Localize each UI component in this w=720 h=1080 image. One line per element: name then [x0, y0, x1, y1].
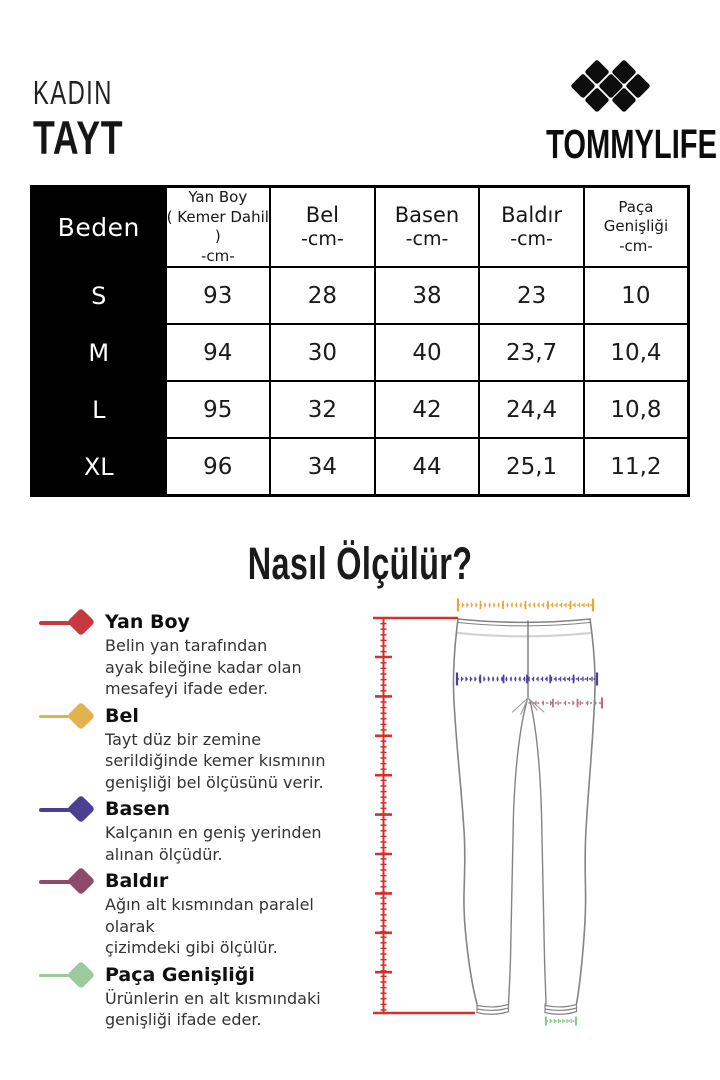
column-header-yan-boy: Yan Boy ( Kemer Dahil ) -cm- — [166, 187, 271, 268]
bel-marker — [33, 704, 105, 729]
yan-boy-marker — [33, 610, 105, 635]
corner-header: Beden — [32, 187, 166, 268]
size-value: 10,8 — [584, 381, 689, 438]
size-value: 38 — [375, 267, 480, 324]
table-header-row — [32, 187, 689, 268]
size-value: 25,1 — [479, 438, 584, 496]
product-header — [33, 76, 152, 162]
size-value: 95 — [166, 381, 271, 438]
diamond-icon — [67, 960, 95, 988]
section-title: Nasıl Ölçülür? — [247, 538, 473, 589]
legend-label: Bel — [105, 704, 139, 727]
yan-boy-ruler — [375, 618, 392, 1013]
diamond-cluster-icon — [570, 56, 650, 118]
legend-item-basen — [33, 797, 363, 865]
paca-marker — [33, 963, 105, 988]
size-value: 32 — [270, 381, 375, 438]
size-value: 42 — [375, 381, 480, 438]
leggings-measure-diagram — [360, 588, 710, 1050]
size-value: 44 — [375, 438, 480, 496]
size-label: S — [32, 267, 166, 324]
table-row-s — [32, 267, 689, 324]
size-value: 30 — [270, 324, 375, 381]
size-value: 28 — [270, 267, 375, 324]
baldir-marker — [33, 869, 105, 894]
size-value: 23,7 — [479, 324, 584, 381]
size-value: 23 — [479, 267, 584, 324]
size-label: M — [32, 324, 166, 381]
legend-item-paca — [33, 963, 363, 1031]
size-value: 96 — [166, 438, 271, 496]
legend-label: Paça Genişliği — [105, 963, 255, 986]
size-value: 10 — [584, 267, 689, 324]
column-header-baldir: Baldır -cm- — [479, 187, 584, 268]
measure-legend — [33, 610, 363, 1031]
column-header-paca: Paça Genişliği -cm- — [584, 187, 689, 268]
basen-tape — [457, 673, 597, 686]
column-header-basen: Basen -cm- — [375, 187, 480, 268]
size-value: 34 — [270, 438, 375, 496]
basen-marker — [33, 797, 105, 822]
legend-description: Kalçanın en geniş yerinden alınan ölçüdür. — [105, 823, 322, 864]
legend-description: Ağın alt kısmından paralel olarak çizimdeki gibi ölçülür. — [105, 895, 314, 957]
size-value: 93 — [166, 267, 271, 324]
legend-item-bel — [33, 704, 363, 794]
size-label: XL — [32, 438, 166, 496]
size-value: 10,4 — [584, 324, 689, 381]
size-value: 40 — [375, 324, 480, 381]
brand-logo — [520, 56, 717, 167]
size-value: 94 — [166, 324, 271, 381]
category-label: KADIN — [33, 74, 113, 111]
legend-description: Ürünlerin en alt kısmındaki genişliği ifade eder. — [105, 988, 321, 1029]
diamond-icon — [67, 867, 95, 895]
size-value: 24,4 — [479, 381, 584, 438]
legend-label: Baldır — [105, 870, 169, 892]
legend-description: Belin yan tarafından ayak bileğine kadar olan mesafeyi ifade eder. — [105, 636, 302, 698]
size-label: L — [32, 381, 166, 438]
legend-label: Basen — [105, 798, 171, 820]
size-value: 11,2 — [584, 438, 689, 496]
diamond-icon — [67, 795, 95, 823]
column-header-bel: Bel -cm- — [270, 187, 375, 268]
size-table — [30, 185, 690, 497]
bel-tape — [458, 599, 593, 612]
brand-name: TOMMYLIFE — [546, 121, 717, 167]
table-row-m — [32, 324, 689, 381]
paca-tape — [546, 1017, 576, 1026]
legend-label: Yan Boy — [105, 611, 190, 633]
legend-description: Tayt düz bir zemine serildiğinde kemer kısmının genişliği bel ölçüsünü verir. — [105, 729, 326, 792]
baldir-tape — [529, 698, 603, 709]
product-type-label: TAYT — [33, 111, 124, 164]
diamond-icon — [67, 608, 95, 636]
table-row-xl — [32, 438, 689, 496]
diamond-icon — [67, 701, 95, 729]
table-row-l — [32, 381, 689, 438]
legend-item-baldir — [33, 869, 363, 959]
legend-item-yan-boy — [33, 610, 363, 700]
